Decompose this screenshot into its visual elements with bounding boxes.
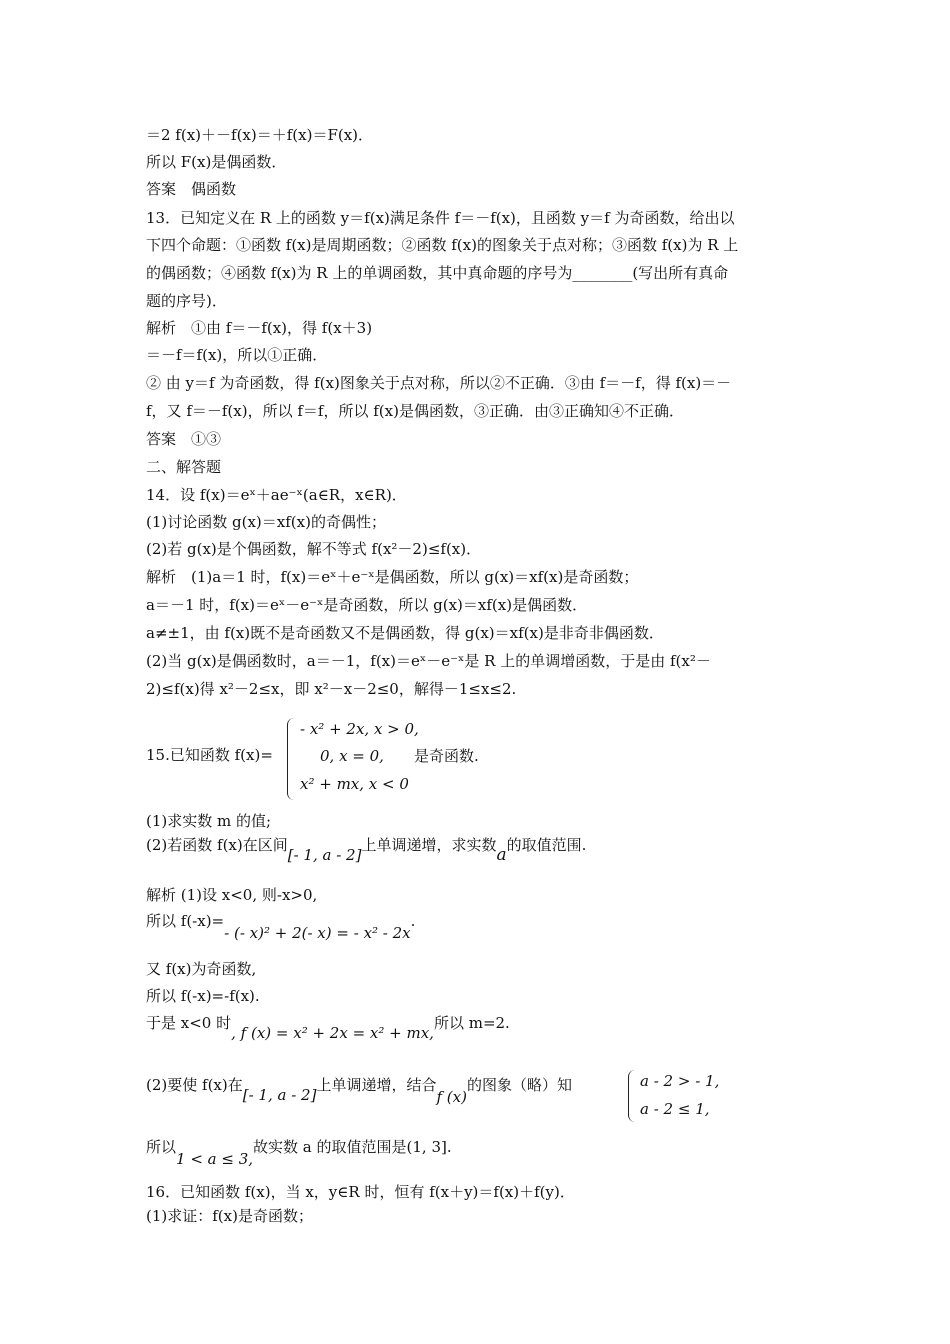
question-14: 14．设 f(x)＝eˣ＋ae⁻ˣ(a∈R，x∈R)．: [146, 486, 407, 504]
section-heading: 二、解答题: [146, 458, 222, 476]
answer-13: 答案 ①③: [146, 430, 222, 448]
analysis-13-line-3: ② 由 y＝f 为奇函数，得 f(x)图象关于点对称，所以②不正确．③由 f＝－f，得 f(x)＝－: [146, 374, 732, 392]
question-13-line-4: 题的序号)．: [146, 292, 227, 310]
piecewise-case-1: - x² + 2x, x > 0,: [300, 720, 419, 738]
text-span: (2)若函数 f(x)在区间: [146, 836, 288, 854]
text-span: (2)要使 f(x)在: [146, 1076, 243, 1094]
text-line: 所以 F(x)是偶函数．: [146, 153, 287, 171]
question-13-line-2: 下四个命题：①函数 f(x)是周期函数；②函数 f(x)的图象关于点对称；③函数 f(x)为 R 上: [146, 236, 739, 254]
text-span: 故实数 a 的取值范围是(1, 3].: [253, 1138, 452, 1156]
analysis-15-line-1: 解析 (1)设 x<0, 则-x>0,: [146, 886, 318, 904]
question-16: 16．已知函数 f(x)，当 x，y∈R 时，恒有 f(x＋y)＝f(x)＋f(y)．: [146, 1183, 575, 1201]
interval-formula: [- 1, a - 2]: [242, 1086, 317, 1104]
formula: , f (x) = x² + 2x = x² + mx,: [231, 1024, 434, 1042]
analysis-15-line-5: [146, 1012, 510, 1042]
question-15-prefix: 15.已知函数 f(x)=: [146, 746, 273, 764]
question-13-line-1: [146, 207, 806, 229]
analysis-15-line-4: 所以 f(-x)=-f(x).: [146, 987, 260, 1005]
analysis-14-line-3: a≠±1，由 f(x)既不是奇函数又不是偶函数，得 g(x)＝xf(x)是非奇非偶函数．: [146, 624, 664, 642]
formula: 1 < a ≤ 3,: [176, 1150, 254, 1168]
question-15-suffix: 是奇函数.: [414, 747, 479, 765]
question-16-part-1: (1)求证：f(x)是奇函数；: [146, 1207, 313, 1225]
analysis-13-line-4: f，又 f＝－f(x)，所以 f＝f，所以 f(x)是偶函数，③正确．由③正确知④不正确．: [146, 402, 684, 420]
system-case-2: a - 2 ≤ 1,: [640, 1100, 710, 1118]
analysis-15-line-6: [146, 1074, 572, 1106]
text-span: 的取值范围.: [506, 836, 587, 854]
analysis-14-line-2: a＝－1 时，f(x)＝eˣ－e⁻ˣ是奇函数，所以 g(x)＝xf(x)是偶函数．: [146, 596, 588, 614]
question-14-part-2: (2)若 g(x)是个偶函数，解不等式 f(x²－2)≤f(x)．: [146, 540, 482, 558]
text-span: .: [410, 912, 416, 930]
text-span: 于是 x<0 时: [146, 1014, 232, 1032]
system-case-1: a - 2 > - 1,: [640, 1072, 720, 1090]
text-span: 所以 f(-x)=: [146, 912, 225, 930]
analysis-13-line-2: ＝－f＝f(x)，所以①正确．: [146, 346, 328, 364]
left-brace: [628, 1070, 635, 1122]
question-13-line-3: 的偶函数；④函数 f(x)为 R 上的单调函数，其中真命题的序号为________(写出所有真命: [146, 264, 729, 282]
function-formula: f (x): [436, 1088, 467, 1106]
interval-formula: [- 1, a - 2]: [287, 846, 362, 864]
text-span: 所以 m=2.: [433, 1014, 510, 1032]
question-15-part-2: [146, 834, 587, 865]
left-brace: [287, 718, 294, 800]
text-span: 所以: [146, 1138, 177, 1156]
variable-a: a: [496, 845, 507, 865]
question-14-part-1: (1)讨论函数 g(x)＝xf(x)的奇偶性；: [146, 513, 386, 531]
text-span: 的图象（略）知: [466, 1076, 572, 1094]
piecewise-case-2: 0, x = 0,: [320, 747, 384, 765]
analysis-14-line-1: 解析 (1)a＝1 时，f(x)＝eˣ＋e⁻ˣ是偶函数，所以 g(x)＝xf(x)是奇函数；: [146, 568, 639, 586]
piecewise-case-3: x² + mx, x < 0: [300, 775, 409, 793]
analysis-15-line-7: [146, 1136, 452, 1168]
analysis-13-line-1: 解析 ①由 f＝－f(x)，得 f(x＋3): [146, 319, 373, 337]
analysis-14-line-4: (2)当 g(x)是偶函数时，a＝－1，f(x)＝eˣ－e⁻ˣ是 R 上的单调增函数，于是由 f(x²－: [146, 652, 711, 670]
text-span: 上单调递增，结合: [316, 1076, 437, 1094]
analysis-15-line-3: 又 f(x)为奇函数,: [146, 960, 257, 978]
formula: - (- x)² + 2(- x) = - x² - 2x: [224, 924, 411, 942]
analysis-15-line-2: [146, 910, 416, 942]
text-line: ＝2 f(x)＋－f(x)＝＋f(x)＝F(x)．: [146, 126, 374, 144]
answer-line: 答案 偶函数: [146, 180, 237, 198]
text-span: 13．已知定义在 R 上的函数 y＝f(x)满足条件 f＝－f(x)，且函数 y＝f 为奇函数，给出以: [146, 209, 735, 227]
question-15-part-1: (1)求实数 m 的值;: [146, 812, 272, 830]
analysis-14-line-5: 2)≤f(x)得 x²－2≤x，即 x²－x－2≤0，解得－1≤x≤2.: [146, 680, 517, 698]
text-span: 上单调递增，求实数: [361, 836, 497, 854]
